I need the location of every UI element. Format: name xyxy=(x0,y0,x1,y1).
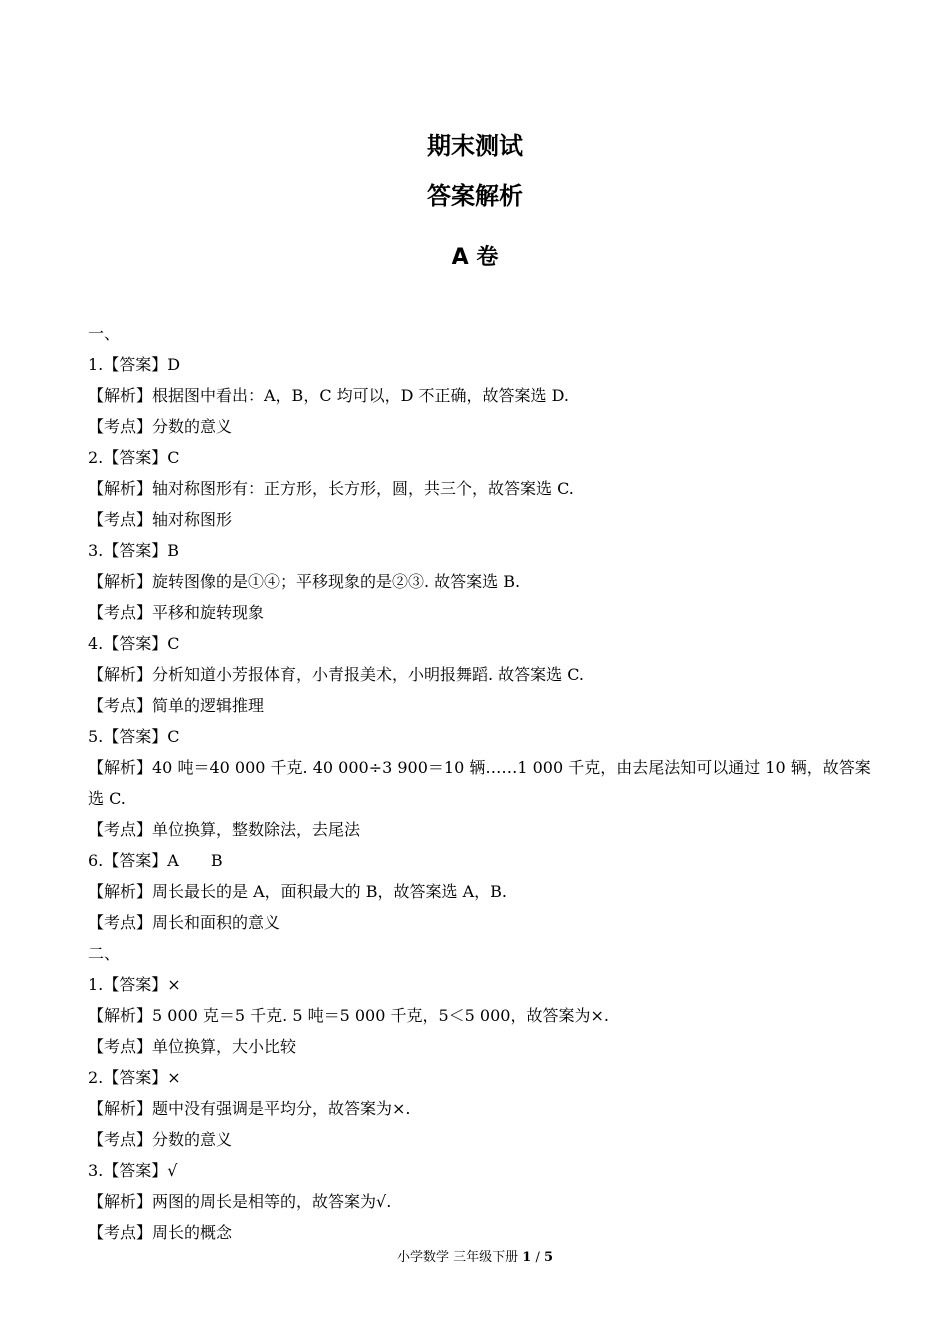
analysis-line: 【解析】根据图中看出：A，B，C 均可以，D 不正确，故答案选 D. xyxy=(88,386,569,405)
analysis-line: 【解析】轴对称图形有：正方形，长方形，圆，共三个，故答案选 C. xyxy=(88,479,574,498)
section-heading-1: 一、 xyxy=(88,324,121,343)
analysis-line: 【解析】周长最长的是 A，面积最大的 B，故答案选 A，B. xyxy=(88,882,507,901)
analysis-line: 【解析】40 吨＝40 000 千克. 40 000÷3 900＝10 辆……1 000 千克，由去尾法知可以通过 10 辆，故答案选 C. xyxy=(88,758,871,808)
topic-line: 【考点】周长的概念 xyxy=(88,1223,233,1242)
page-footer xyxy=(0,1246,950,1265)
analysis-line: 【解析】分析知道小芳报体育，小青报美术，小明报舞蹈. 故答案选 C. xyxy=(88,665,585,684)
analysis-line: 【解析】旋转图像的是①④；平移现象的是②③. 故答案选 B. xyxy=(88,572,521,591)
answer-list xyxy=(88,318,878,1248)
section-heading-2: 二、 xyxy=(88,944,121,963)
page-total: 5 xyxy=(543,1250,554,1265)
topic-line: 【考点】分数的意义 xyxy=(88,1130,233,1149)
answer-line: 3.【答案】√ xyxy=(88,1161,178,1180)
topic-line: 【考点】简单的逻辑推理 xyxy=(88,696,265,715)
answer-line: 4.【答案】C xyxy=(88,634,180,653)
answer-line: 2.【答案】× xyxy=(88,1068,181,1087)
answer-line: 2.【答案】C xyxy=(88,448,180,467)
analysis-line: 【解析】题中没有强调是平均分，故答案为×. xyxy=(88,1099,411,1118)
page-number: 1 xyxy=(522,1250,532,1265)
answer-line: 3.【答案】B xyxy=(88,541,180,560)
topic-line: 【考点】轴对称图形 xyxy=(88,510,233,529)
page-subtitle: 答案解析 xyxy=(427,182,523,210)
topic-line: 【考点】分数的意义 xyxy=(88,417,233,436)
page-title: 期末测试 xyxy=(427,132,523,160)
answer-line: 1.【答案】D xyxy=(88,355,181,374)
topic-line: 【考点】单位换算，大小比较 xyxy=(88,1037,297,1056)
answer-line: 5.【答案】C xyxy=(88,727,180,746)
topic-line: 【考点】周长和面积的意义 xyxy=(88,913,281,932)
answer-line: 1.【答案】× xyxy=(88,975,181,994)
analysis-line: 【解析】5 000 克＝5 千克. 5 吨＝5 000 千克，5＜5 000，故答案为×. xyxy=(88,1006,609,1025)
analysis-line: 【解析】两图的周长是相等的，故答案为√. xyxy=(88,1192,392,1211)
topic-line: 【考点】单位换算，整数除法，去尾法 xyxy=(88,820,361,839)
page-separator: / xyxy=(535,1250,540,1265)
answer-line: 6.【答案】A B xyxy=(88,851,223,870)
section-title: A 卷 xyxy=(451,245,499,270)
topic-line: 【考点】平移和旋转现象 xyxy=(88,603,265,622)
footer-text: 小学数学 三年级下册 xyxy=(396,1250,519,1265)
